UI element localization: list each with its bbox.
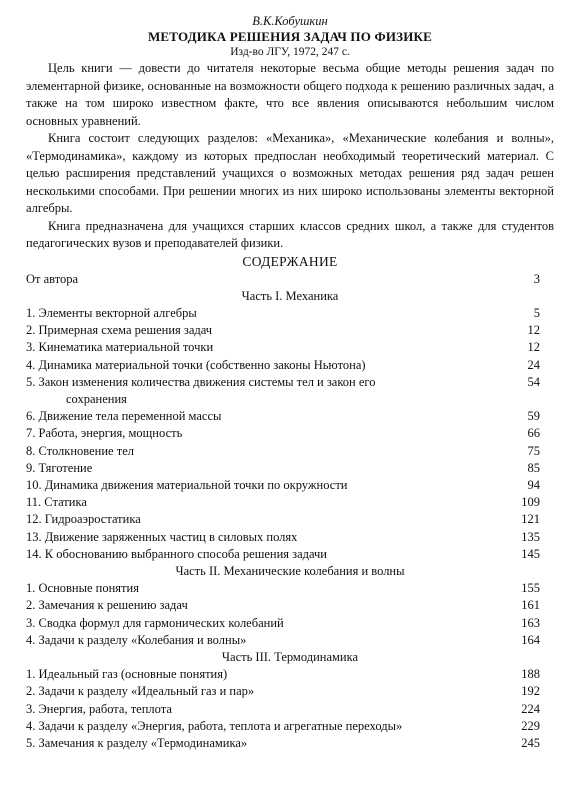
toc-entry-page: 75 <box>527 443 540 458</box>
toc-part-heading: Часть I. Механика <box>241 288 339 303</box>
toc-row <box>26 735 554 752</box>
toc-entry-title-text: 3. Энергия, работа, теплота <box>26 701 172 716</box>
toc-entry-page: 66 <box>527 426 540 441</box>
toc-entry-title-text: 7. Работа, энергия, мощность <box>26 426 183 441</box>
toc-entry-title-text: 1. Элементы векторной алгебры <box>26 305 197 320</box>
toc-entry-title-text: 6. Движение тела переменной массы <box>26 409 222 424</box>
toc-entry-page: 188 <box>521 667 540 682</box>
toc-entry-page: 94 <box>527 477 540 492</box>
toc-entry-page: 229 <box>521 718 540 733</box>
toc-row <box>26 580 554 597</box>
toc-entry-title-continuation: сохранения <box>66 391 127 406</box>
toc-entry-title-text: 3. Сводка формул для гармонических колебаний <box>26 615 284 630</box>
toc-entry-page: 164 <box>521 632 540 647</box>
contents-heading: СОДЕРЖАНИЕ <box>242 253 338 269</box>
toc-row <box>26 357 554 374</box>
toc-row <box>26 718 554 735</box>
toc-row <box>26 632 554 649</box>
toc-row <box>26 425 554 442</box>
toc-entry-title-text: 4. Задачи к разделу «Энергия, работа, теплота и агрегатные переходы» <box>26 718 403 733</box>
toc-entry-title <box>26 666 500 683</box>
toc-entry-title <box>26 374 500 408</box>
toc-row-foreword <box>26 271 554 288</box>
toc-entry-title <box>26 408 500 425</box>
toc-part-heading: Часть II. Механические колебания и волны <box>175 563 405 578</box>
toc-entry-page: 54 <box>527 374 540 389</box>
toc-entry-title-text: 10. Динамика движения материальной точки по окружности <box>26 477 348 492</box>
toc-row <box>26 683 554 700</box>
toc-entry-title <box>26 580 500 597</box>
toc-entry-title-text: 2. Примерная схема решения задач <box>26 323 213 338</box>
toc-entry-page: 24 <box>527 357 540 372</box>
toc-entry-page: 109 <box>521 495 540 510</box>
toc-part-heading: Часть III. Термодинамика <box>221 649 359 664</box>
toc-entry-title: От автора <box>26 271 79 286</box>
toc-entry-title-text: 8. Столкновение тел <box>26 443 134 458</box>
toc-row <box>26 494 554 511</box>
toc-row <box>26 305 554 322</box>
toc-entry-title <box>26 443 500 460</box>
toc-entry-page: 12 <box>527 340 540 355</box>
toc-entry-title <box>26 701 500 718</box>
toc-entry-page: 224 <box>521 701 540 716</box>
toc-entry-page: 5 <box>533 305 540 320</box>
toc-row <box>26 529 554 546</box>
toc-entry-page: 192 <box>521 684 540 699</box>
toc-entry-title-text: 4. Задачи к разделу «Колебания и волны» <box>26 632 247 647</box>
toc-entry-title <box>26 305 500 322</box>
toc-entry-page: 135 <box>521 529 540 544</box>
paragraph-audience: Книга предназначена для учащихся старших классов средних школ, а также для студентов педагогических вузов и преподавателей физики. <box>26 218 554 250</box>
toc-row <box>26 511 554 528</box>
toc-row <box>26 477 554 494</box>
toc-entry-title <box>26 322 500 339</box>
book-title: МЕТОДИКА РЕШЕНИЯ ЗАДАЧ ПО ФИЗИКЕ <box>147 29 433 44</box>
toc-entry-title <box>26 546 500 563</box>
toc-entry-title-text: 5. Закон изменения количества движения системы тел и закон его <box>26 374 376 389</box>
toc-entry-title <box>26 597 500 614</box>
toc-entry-title <box>26 615 500 632</box>
toc-entry-title-text: 1. Идеальный газ (основные понятия) <box>26 667 228 682</box>
toc-entry-page: 155 <box>521 581 540 596</box>
toc-entry-title <box>26 632 500 649</box>
toc-entry-page: 245 <box>521 735 540 750</box>
toc-entry-title <box>26 339 500 356</box>
toc-entry-title-text: 5. Замечания к разделу «Термодинамика» <box>26 735 248 750</box>
toc-row <box>26 666 554 683</box>
toc-entry-page: 3 <box>533 271 540 286</box>
toc-entry-title-text: 13. Движение заряженных частиц в силовых полях <box>26 529 298 544</box>
toc-row <box>26 701 554 718</box>
toc-entry-title-text: 11. Статика <box>26 495 87 510</box>
toc-entry-page: 85 <box>527 460 540 475</box>
toc-entry-title <box>26 529 500 546</box>
toc-entry-title <box>26 735 500 752</box>
toc-entry-title <box>26 683 500 700</box>
toc-entry-title <box>26 357 500 374</box>
document-page <box>26 14 554 752</box>
paragraph-structure: Книга состоит следующих разделов: «Механика», «Механические колебания и волны», «Термодинамика», каждому из которых предпослан необходимый теоретический материал. С целью расширения представлений учащихся о возможных методах решения ряд задач решен несколькими способами. При решении многих из них широко использованы элементы векторной алгебры. <box>26 131 554 215</box>
toc-entry-title-text: 9. Тяготение <box>26 460 93 475</box>
toc-entry-page: 59 <box>527 409 540 424</box>
toc-entry-page: 12 <box>527 323 540 338</box>
paragraph-purpose: Цель книги — довести до читателя некоторые весьма общие методы решения задач по элементарной физике, основанные на возможности общего подхода к решению различных задач, а также на том широко известном факте, что все явления описываются небольшим числом основных уравнений. <box>26 61 554 128</box>
publication-info: Изд-во ЛГУ, 1972, 247 с. <box>230 46 350 58</box>
toc-entry-title <box>26 511 500 528</box>
toc-entry-page: 163 <box>521 615 540 630</box>
toc-row <box>26 322 554 339</box>
toc-entry-title <box>26 425 500 442</box>
toc-row <box>26 597 554 614</box>
toc-entry-title-text: 4. Динамика материальной точки (собственно законы Ньютона) <box>26 357 366 372</box>
toc-entry-title <box>26 494 500 511</box>
toc-row <box>26 546 554 563</box>
toc-entry-title <box>26 718 500 735</box>
toc-entry-page: 121 <box>521 512 540 527</box>
toc-row <box>26 408 554 425</box>
toc-entry-page: 145 <box>521 546 540 561</box>
toc-entry-page: 161 <box>521 598 540 613</box>
toc-row <box>26 460 554 477</box>
toc-entry-title-text: 3. Кинематика материальной точки <box>26 340 214 355</box>
toc-row <box>26 443 554 460</box>
toc-entry-title <box>26 477 500 494</box>
toc-entry-title-text: 1. Основные понятия <box>26 581 139 596</box>
toc-entry-title <box>26 460 500 477</box>
author-name: В.К.Кобушкин <box>252 14 328 28</box>
toc-row <box>26 339 554 356</box>
table-of-contents <box>26 271 554 753</box>
toc-entry-title-text: 2. Замечания к решению задач <box>26 598 188 613</box>
toc-entry-title-text: 2. Задачи к разделу «Идеальный газ и пар» <box>26 684 255 699</box>
toc-entry-title-text: 14. К обоснованию выбранного способа решения задачи <box>26 546 328 561</box>
toc-entry-title-text: 12. Гидроаэростатика <box>26 512 141 527</box>
toc-row <box>26 615 554 632</box>
toc-row <box>26 374 554 408</box>
